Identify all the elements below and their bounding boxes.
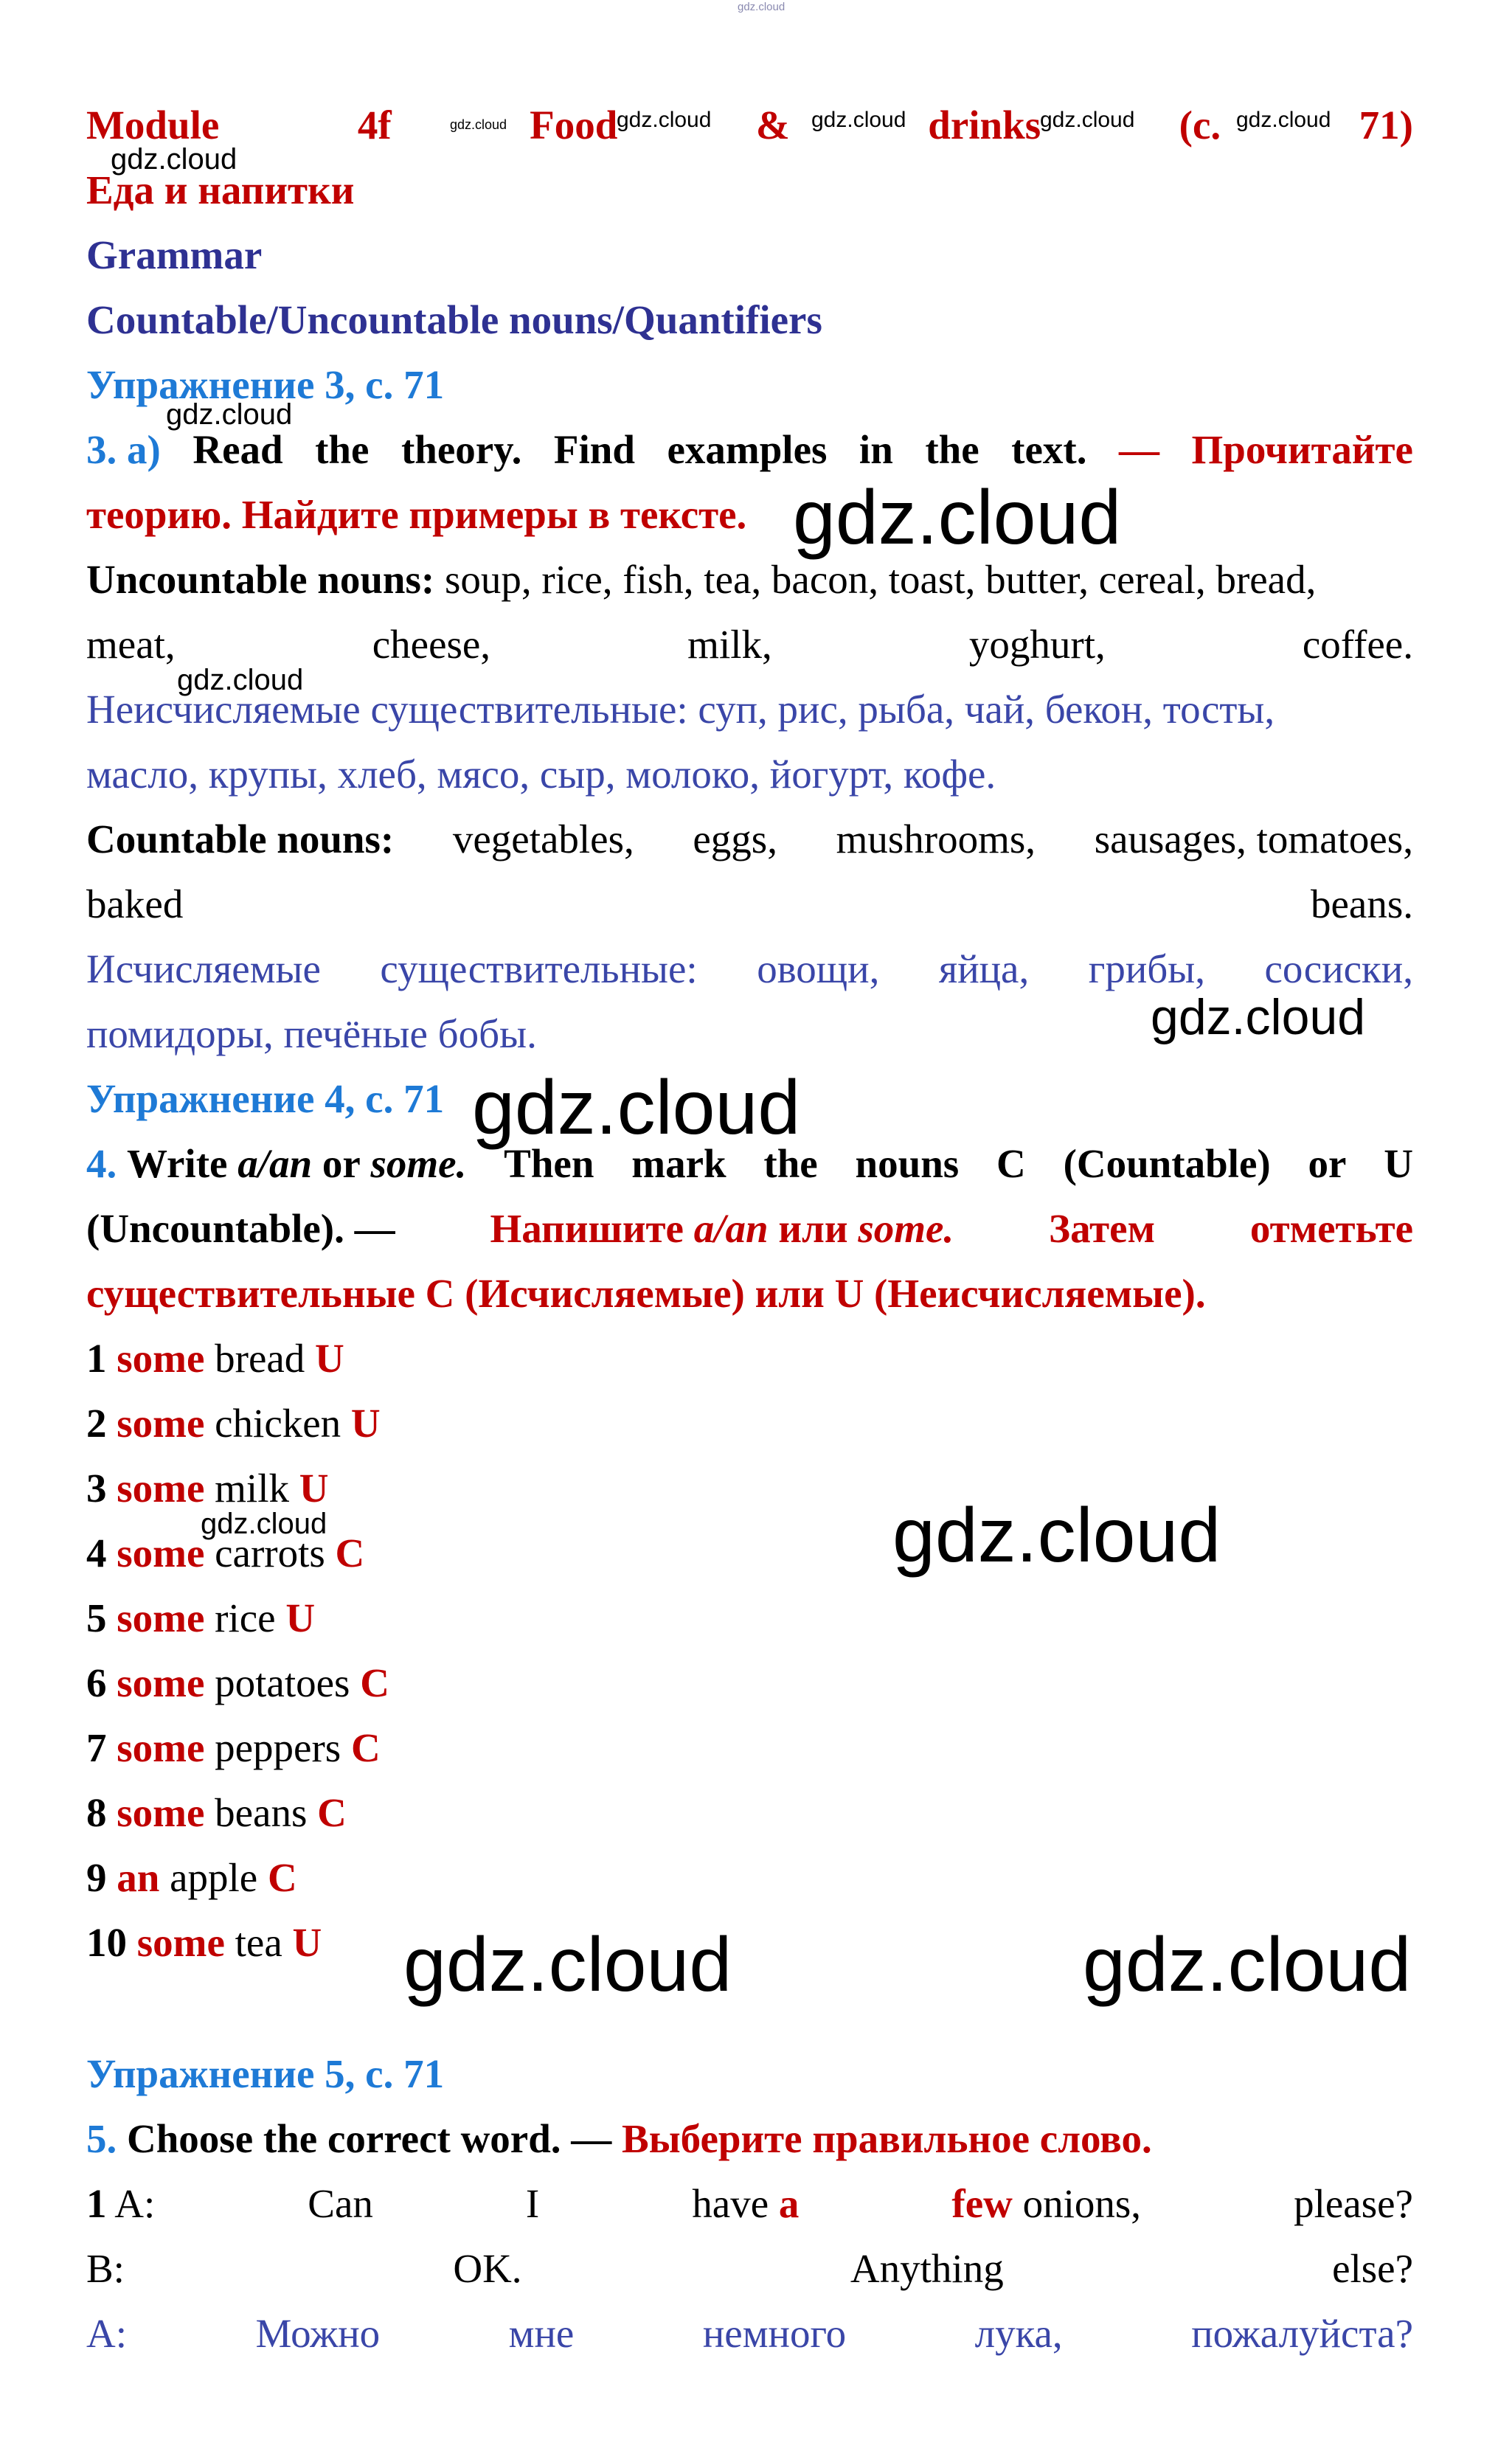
task-word: (Uncountable). — bbox=[86, 1206, 395, 1251]
item-noun: chicken bbox=[215, 1401, 341, 1446]
item-number: 3 bbox=[86, 1466, 107, 1511]
task-word: Write bbox=[127, 1141, 228, 1186]
ru-word: существительные: bbox=[380, 946, 698, 991]
answer-item bbox=[86, 1852, 1413, 1904]
watermark-large: gdz.cloud bbox=[793, 475, 1122, 561]
task-ru-word: Затем bbox=[1049, 1206, 1156, 1251]
item-noun: bread bbox=[215, 1336, 305, 1381]
task-word: or bbox=[322, 1141, 361, 1186]
item-noun: tea bbox=[235, 1920, 282, 1965]
noun-word: eggs, bbox=[693, 817, 777, 862]
noun-word: baked bbox=[86, 881, 184, 926]
exercise-3-task-ru: теорию. Найдите примеры в тексте. bbox=[86, 492, 747, 537]
watermark-small: gdz.cloud bbox=[201, 1508, 327, 1540]
dialogue-word: Can bbox=[308, 2181, 373, 2226]
countable-line-1 bbox=[86, 814, 1413, 865]
item-mark: C bbox=[317, 1790, 347, 1835]
item-quantifier: an bbox=[117, 1855, 160, 1900]
countable-ru-1 bbox=[86, 943, 1413, 995]
item-number: 7 bbox=[86, 1725, 107, 1770]
task-word: text. bbox=[1011, 427, 1087, 472]
exercise-4-task-ru: существительные С (Исчисляемые) или U (Неисчисляемые). bbox=[86, 1271, 1206, 1316]
item-quantifier: some bbox=[136, 1920, 225, 1965]
noun-word: cheese, bbox=[372, 622, 491, 667]
uncountable-ru-1: Неисчисляемые существительные: суп, рис, рыба, чай, бекон, тосты, bbox=[86, 687, 1275, 732]
countable-label: Countable nouns: bbox=[86, 817, 395, 862]
exercise-4-task bbox=[86, 1138, 1413, 1190]
ru-word: лука, bbox=[974, 2311, 1063, 2356]
item-mark: U bbox=[315, 1336, 344, 1381]
item-mark: C bbox=[350, 1725, 381, 1770]
item-number: 1 bbox=[86, 1336, 107, 1381]
dialogue-line-2 bbox=[86, 2243, 1413, 2295]
task-word: Read bbox=[193, 427, 283, 472]
item-noun: carrots bbox=[215, 1531, 325, 1575]
watermark-large: gdz.cloud bbox=[892, 1493, 1221, 1578]
watermark-medium: gdz.cloud bbox=[1151, 989, 1366, 1045]
ru-word: сосиски, bbox=[1264, 946, 1413, 991]
item-noun: beans bbox=[215, 1790, 308, 1835]
dialogue-line-1 bbox=[86, 2178, 1413, 2230]
item-quantifier: some bbox=[117, 1401, 205, 1446]
watermark-small: gdz.cloud bbox=[1236, 108, 1331, 132]
exercise-5-heading: Упражнение 5, с. 71 bbox=[86, 2051, 445, 2096]
task-word: Then bbox=[504, 1141, 594, 1186]
noun-word: sausages, tomatoes, bbox=[1094, 817, 1413, 862]
noun-word: yoghurt, bbox=[968, 622, 1106, 667]
ru-word: немного bbox=[702, 2311, 847, 2356]
noun-word: beans. bbox=[1311, 881, 1413, 926]
task-ru-word: Напишите bbox=[490, 1206, 684, 1251]
item-quantifier: some bbox=[117, 1336, 205, 1381]
exercise-5-num: 5. bbox=[86, 2116, 117, 2161]
task-word: theory. bbox=[400, 427, 522, 472]
module-number: 4f bbox=[357, 103, 392, 148]
ampersand: & bbox=[755, 103, 790, 148]
exercise-4-heading: Упражнение 4, с. 71 bbox=[86, 1076, 445, 1121]
noun-word: meat, bbox=[86, 622, 176, 667]
speaker-label: B: bbox=[86, 2246, 125, 2291]
section-grammar: Grammar bbox=[86, 232, 263, 277]
module-word: Module bbox=[86, 103, 220, 148]
dialogue-word: have bbox=[692, 2181, 769, 2226]
item-noun: rice bbox=[215, 1595, 276, 1640]
task-word: (Countable) bbox=[1063, 1141, 1271, 1186]
item-number: 6 bbox=[86, 1660, 107, 1705]
task-word: the bbox=[763, 1141, 818, 1186]
item-mark: C bbox=[267, 1855, 297, 1900]
task-dash: — bbox=[1118, 427, 1159, 472]
watermark-small: gdz.cloud bbox=[617, 108, 712, 132]
item-quantifier: some bbox=[117, 1790, 205, 1835]
exercise-3-num: 3. bbox=[86, 427, 117, 472]
ru-word: грибы, bbox=[1088, 946, 1205, 991]
watermark-small: gdz.cloud bbox=[111, 143, 237, 176]
item-mark: U bbox=[292, 1920, 322, 1965]
item-mark: C bbox=[335, 1531, 365, 1575]
answer-item bbox=[86, 1592, 1413, 1644]
item-noun: apple bbox=[170, 1855, 258, 1900]
uncountable-ru-2: масло, крупы, хлеб, мясо, сыр, молоко, йогурт, кофе. bbox=[86, 752, 996, 797]
dialogue-word: Anything bbox=[850, 2246, 1004, 2291]
task-word: C bbox=[996, 1141, 1026, 1186]
answer-item bbox=[86, 1657, 1413, 1709]
watermark-small: gdz.cloud bbox=[177, 664, 304, 696]
page-ref-num: 71) bbox=[1359, 103, 1413, 148]
watermark-large: gdz.cloud bbox=[1083, 1922, 1412, 2008]
task-ru-word: отметьте bbox=[1249, 1206, 1413, 1251]
item-quantifier: some bbox=[117, 1466, 205, 1511]
answer-item bbox=[86, 1722, 1413, 1774]
section-topic: Countable/Uncountable nouns/Quantifiers bbox=[86, 297, 822, 342]
item-number: 10 bbox=[86, 1920, 127, 1965]
drinks-word: drinks bbox=[928, 103, 1041, 148]
item-mark: U bbox=[285, 1595, 316, 1640]
page-ref-c: (c. bbox=[1179, 103, 1221, 148]
item-number: 2 bbox=[86, 1401, 107, 1446]
ru-word: яйца, bbox=[938, 946, 1030, 991]
item-mark: U bbox=[299, 1466, 329, 1511]
item-quantifier: some bbox=[117, 1531, 205, 1575]
answer-item bbox=[86, 1398, 1413, 1449]
speaker-label: A: bbox=[114, 2181, 156, 2226]
dialogue-word: I bbox=[525, 2181, 540, 2226]
exercise-3-heading: Упражнение 3, с. 71 bbox=[86, 362, 445, 407]
exercise-3-sub: a) bbox=[127, 427, 161, 472]
speaker-label: A: bbox=[86, 2311, 127, 2356]
uncountable-label: Uncountable nouns: bbox=[86, 557, 435, 602]
task-word: examples bbox=[667, 427, 828, 472]
uncountable-line-1 bbox=[86, 554, 1413, 606]
task-word: or bbox=[1308, 1141, 1347, 1186]
noun-word: vegetables, bbox=[452, 817, 634, 862]
food-word: Food bbox=[530, 103, 618, 148]
noun-word: mushrooms, bbox=[836, 817, 1036, 862]
countable-ru-2: помидоры, печёные бобы. bbox=[86, 1011, 537, 1056]
watermark-small: gdz.cloud bbox=[166, 398, 293, 431]
exercise-4-num: 4. bbox=[86, 1141, 117, 1186]
watermark-small: gdz.cloud bbox=[1040, 108, 1135, 132]
task-ru-word: a/an bbox=[693, 1206, 769, 1251]
task-word: mark bbox=[631, 1141, 726, 1186]
item-number: 8 bbox=[86, 1790, 107, 1835]
answer-item bbox=[86, 1333, 1413, 1384]
ru-word: овощи, bbox=[757, 946, 880, 991]
item-number: 5 bbox=[86, 1595, 107, 1640]
uncountable-line-2 bbox=[86, 619, 1413, 670]
ru-word: пожалуйста? bbox=[1191, 2311, 1413, 2356]
exercise-5-task-ru: Выберите правильное слово. bbox=[622, 2116, 1152, 2161]
countable-line-2 bbox=[86, 878, 1413, 930]
item-noun: milk bbox=[215, 1466, 289, 1511]
uncountable-list: soup, rice, fish, tea, bacon, toast, butter, cereal, bread, bbox=[444, 557, 1317, 602]
dialogue-line-3 bbox=[86, 2308, 1413, 2360]
watermark-tiny: gdz.cloud bbox=[450, 117, 507, 132]
task-ru-word: или bbox=[778, 1206, 848, 1251]
noun-word: coffee. bbox=[1302, 622, 1413, 667]
task-ru-word: Прочитайте bbox=[1191, 427, 1413, 472]
task-ru-word: some. bbox=[858, 1206, 954, 1251]
answer-choice: few bbox=[951, 2181, 1013, 2226]
item-quantifier: some bbox=[117, 1725, 205, 1770]
item-number: 9 bbox=[86, 1855, 107, 1900]
item-quantifier: some bbox=[117, 1660, 205, 1705]
exercise-5-task-en: Choose the correct word. — bbox=[127, 2116, 612, 2161]
task-word: U bbox=[1384, 1141, 1413, 1186]
task-word: a/an bbox=[237, 1141, 313, 1186]
task-word: in bbox=[859, 427, 893, 472]
exercise-3-task bbox=[86, 424, 1413, 476]
answer-item bbox=[86, 1787, 1413, 1839]
watermark-top: gdz.cloud bbox=[738, 1, 786, 13]
noun-word: milk, bbox=[687, 622, 772, 667]
dialogue-word: onions, bbox=[1022, 2181, 1142, 2226]
ru-word: мне bbox=[508, 2311, 575, 2356]
dialogue-word: please? bbox=[1294, 2181, 1413, 2226]
item-number: 4 bbox=[86, 1531, 107, 1575]
dialogue-word: OK. bbox=[453, 2246, 522, 2291]
watermark-small: gdz.cloud bbox=[811, 108, 906, 132]
watermark-large: gdz.cloud bbox=[472, 1065, 801, 1151]
watermark-large: gdz.cloud bbox=[403, 1922, 732, 2008]
task-word: the bbox=[925, 427, 979, 472]
item-mark: C bbox=[360, 1660, 389, 1705]
item-noun: peppers bbox=[215, 1725, 341, 1770]
exercise-5-task bbox=[86, 2113, 1413, 2165]
item-noun: potatoes bbox=[215, 1660, 350, 1705]
task-word: Find bbox=[553, 427, 635, 472]
dialogue-word: else? bbox=[1332, 2246, 1413, 2291]
module-title bbox=[86, 100, 1413, 151]
task-word: nouns bbox=[855, 1141, 960, 1186]
task-word: some. bbox=[370, 1141, 467, 1186]
task-word: the bbox=[315, 427, 370, 472]
exercise-4-task-line-2 bbox=[86, 1203, 1413, 1255]
item-number: 1 bbox=[86, 2181, 107, 2226]
ru-word: Исчисляемые bbox=[86, 946, 321, 991]
item-mark: U bbox=[350, 1401, 381, 1446]
ru-word: Можно bbox=[255, 2311, 381, 2356]
module-title-ru: Еда и напитки bbox=[86, 167, 355, 212]
item-quantifier: some bbox=[117, 1595, 205, 1640]
answer-choice: a bbox=[778, 2181, 800, 2226]
